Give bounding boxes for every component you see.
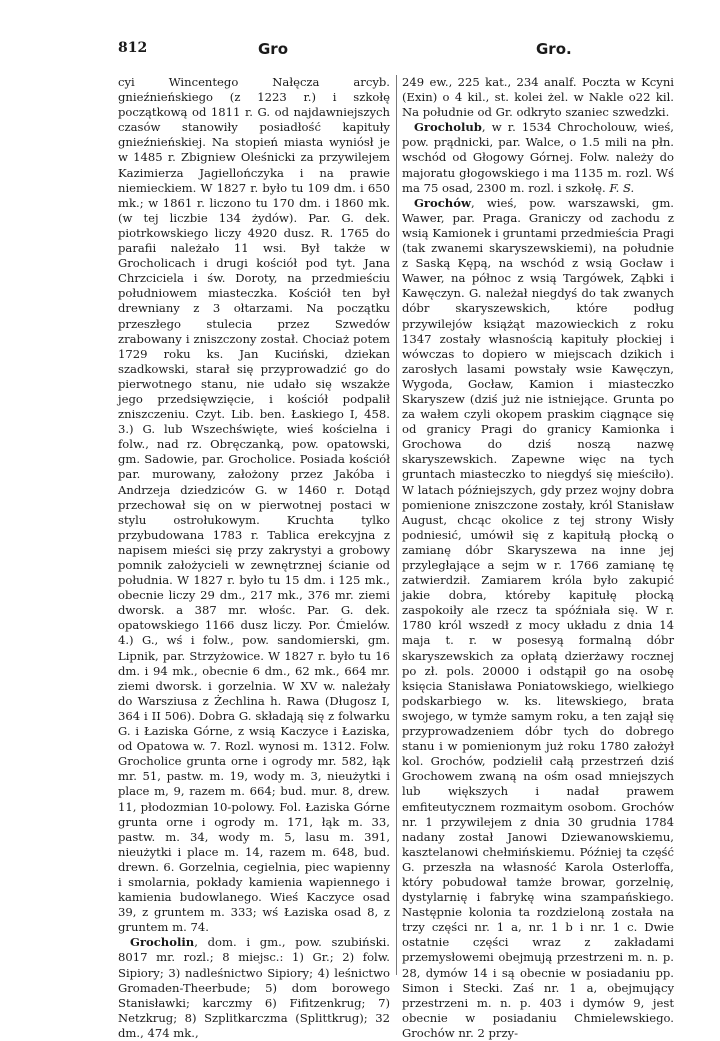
- entry-continuation: [402, 75, 674, 120]
- entry-grocholub: [402, 120, 674, 195]
- entry-headword: Grochów: [414, 195, 471, 210]
- page-number: 812: [118, 40, 148, 56]
- entry-text: , w r. 1534 Chrocholouw, wieś, pow. prądnicki, par. Walce, o 1.5 mili na płn. wschód od Głogowy Górnej. Folw. należy do majoratu głogowskiego i ma 1135 m. rozl. Wś ma 75 osad, 2300 m. rozl. i szkołę.: [402, 120, 674, 195]
- entry-headword: Grocholub: [414, 120, 482, 135]
- page-header: [118, 40, 682, 62]
- entry-signature: F. S.: [609, 180, 635, 195]
- left-column: [118, 75, 390, 1041]
- running-head-left: Gro: [258, 40, 289, 58]
- entry-headword: Grocholin: [130, 935, 195, 950]
- entry-text: , wieś, pow. warszawski, gm. Wawer, par. Praga. Graniczy od zachodu z wsią Kamionek i gruntami przedmieścia Pragi (tak zwanemi skaryszewskiemi), na południe z Saską Kępą, na wschód z wsią Gocław i Wawer, na północ z wsią Targówek, Ząbki i Kawęczyn. G. należał niegdyś do tak zwanych dóbr skaryszewskich, które podług przywilejów książąt mazowieckich z roku 1347 zostały własnością kapituły płockiej i wówczas to dopiero w miejscach dzikich i zarosłych lasami powstały wsie Kawęczyn, Wygoda, Gocław, Kamion i miasteczko Skaryszew (dziś już nie istniejące. Grunta po za wałem czyli okopem praskim ciągnące się od granicy Pragi do granicy Kamionka i Grochowa do dziś noszą nazwę skaryszewskich. Zapewne więc na tych gruntach miasteczko to niegdyś się mieściło). W latach późniejszych, gdy przez wojny dobra pomienione zniszczone zostały, król Stanisław August, chcąc okolice z tej strony Wisły podniesić, umówił się z kapitułą płocką o zamianę dóbr Skaryszewa na inne jej przyległające a sejm w r. 1766 zamianę tę zatwierdził. Zamiarem króla było zakupić jakie dobra, któreby kapitułę płocką zaspokoiły ale rzecz ta spóźniała się. W r. 1780 król wszedł z mocy układu z dnia 14 maja t. r. w posesyą formalną dóbr skaryszewskich za opłatą dzierżawy rocznej po zł. pols. 20000 i odstąpił go na osobę księcia Stanisława Poniatowskiego, wielkiego podskarbiego w. ks. litewskiego, brata swojego, w tymże samym roku, a ten zajął się przyprowadzeniem dóbr tych do dobrego stanu i w pomienionym już roku 1780 założył kol. Grochów, podzielił całą przestrzeń dziś Grochowem zwaną na ośm osad mniejszych lub większych i nadał prawem emfiteutycznem rozmaitym osobom. Grochów nr. 1 przywilejem z dnia 30 grudnia 1784 nadany został Janowi Dziewanowskiemu, kasztelanowi chełmińskiemu. Później ta część G. przeszła na własność Karola Osterloffa, który pobudował tamże browar, gorzelnię, dystylarnię i fabrykę wina szampańskiego. Następnie kolonia ta rozdzieloną została na trzy części nr. 1 a, nr. 1 b i nr. 1 c. Dwie ostatnie części wraz z zakładami przemysłowemi obejmują przestrzeni m. n. p. 28, dymów 14 i są obecnie w posiadaniu pp. Simon i Stecki. Zaś nr. 1 a, obejmujący przestrzeni m. n. p. 403 i dymów 9, jest obecnie w posiadaniu Chmielewskiego. Grochów nr. 2 przy-: [402, 195, 674, 1040]
- entry-grocholin: [118, 935, 390, 1041]
- column-divider: [396, 75, 397, 975]
- right-column: [402, 75, 674, 1041]
- entry-text: , dom. i gm., pow. szubiński. 8017 mr. rozl.; 8 miejsc.: 1) Gr.; 2) folw. Sipiory; 3) nadleśnictwo Sipiory; 4) leśnictwo Gromaden-Theerbude; 5) dom borowego Stanisławki; karczmy 6) Fifitzenkrug; 7) Netzkrug; 8) Szplitkarczma (Splittkrug); 32 dm., 474 mk.,: [118, 935, 390, 1040]
- running-head-right: Gro.: [536, 40, 572, 58]
- entry-text: cyi Wincentego Nałęcza arcyb. gnieźnieńskiego (z 1223 r.) i szkołę początkową od 1811 r. G. od najdawniejszych czasów stanowiły posiadłość kapituły gnieźnieńskiej. Na stopień miasta wyniósł je w 1485 r. Zbigniew Oleśnicki za przywilejem Kazimierza Jagiellończyka i na prawie niemieckiem. W 1827 r. było tu 109 dm. i 650 mk.; w 1861 r. liczono tu 170 dm. i 1860 mk. (w tej liczbie 134 żydów). Par. G. dek. piotrkowskiego liczy 4920 dusz. R. 1765 do parafii należało 11 wsi. Był także w Grocholicach i drugi kościół pod tyt. Jana Chrzciciela i św. Doroty, na przedmieściu południowem miasteczka. Kościół ten był drewniany z 3 ołtarzami. Na początku przeszłego stulecia przez Szwedów zrabowany i zniszczony został. Chociaż potem 1729 roku ks. Jan Kuciński, dziekan szadkowski, starał się przyprowadzić go do pierwotnego stanu, nie udało się wszakże jego przedsięwzięcie, i kościół podpalił zniszczeniu. Czyt. Lib. ben. Łaskiego I, 458. 3.) G. lub Wszechświęte, wieś kościelna i folw., nad rz. Obręczanką, pow. opatowski, gm. Sadowie, par. Grocholice. Posiada kościół par. murowany, założony przez Jakóba i Andrzeja dziedziców G. w 1460 r. Dotąd przechował się on w pierwotnej postaci w stylu ostrołukowym. Kruchta tylko przybudowana 1783 r. Tablica erekcyjna z napisem mieści się przy zakrystyi a grobowy pomnik założycieli w zewnętrznej ścianie od południa. W 1827 r. było tu 15 dm. i 125 mk., obecnie liczy 29 dm., 217 mk., 376 mr. ziemi dworsk. a 387 mr. włośc. Par. G. dek. opatowskiego 1166 dusz liczy. Por. Ćmielów. 4.) G., wś i folw., pow. sandomierski, gm. Lipnik, par. Strzyżowice. W 1827 r. było tu 16 dm. i 94 mk., obecnie 6 dm., 62 mk., 664 mr. ziemi dworsk. i gorzelnia. W XV w. należały do Warsziusa z Żechlina h. Rawa (Długosz I, 364 i II 506). Dobra G. składają się z folwarku G. i Łaziska Górne, z wsią Kaczyce i Łaziska, od Opatowa w. 7. Rozl. wynosi m. 1312. Folw. Grocholice grunta orne i ogrody mr. 582, łąk mr. 51, pastw. m. 19, wody m. 3, nieużytki i place m, 9, razem m. 664; bud. mur. 8, drew. 11, płodozmian 10-polowy. Fol. Łaziska Górne grunta orne i ogrody m. 171, łąk m. 33, pastw. m. 34, wody m. 5, lasu m. 391, nieużytki i place m. 14, razem m. 648, bud. drewn. 6. Gorzelnia, cegielnia, piec wapienny i smolarnia, pokłady kamienia wapiennego i kamienia budowlanego. Wieś Kaczyce osad 39, z gruntem m. 333; wś Łaziska osad 8, z gruntem m. 74.: [118, 75, 390, 935]
- entry-continuation: [118, 75, 390, 935]
- entry-grochow: [402, 196, 674, 1041]
- entry-text: 249 ew., 225 kat., 234 analf. Poczta w Kcyni (Exin) o 4 kil., st. kolei żel. w Nakle o22 kil. Na południe od Gr. odkryto szaniec szwedzki.: [402, 75, 674, 120]
